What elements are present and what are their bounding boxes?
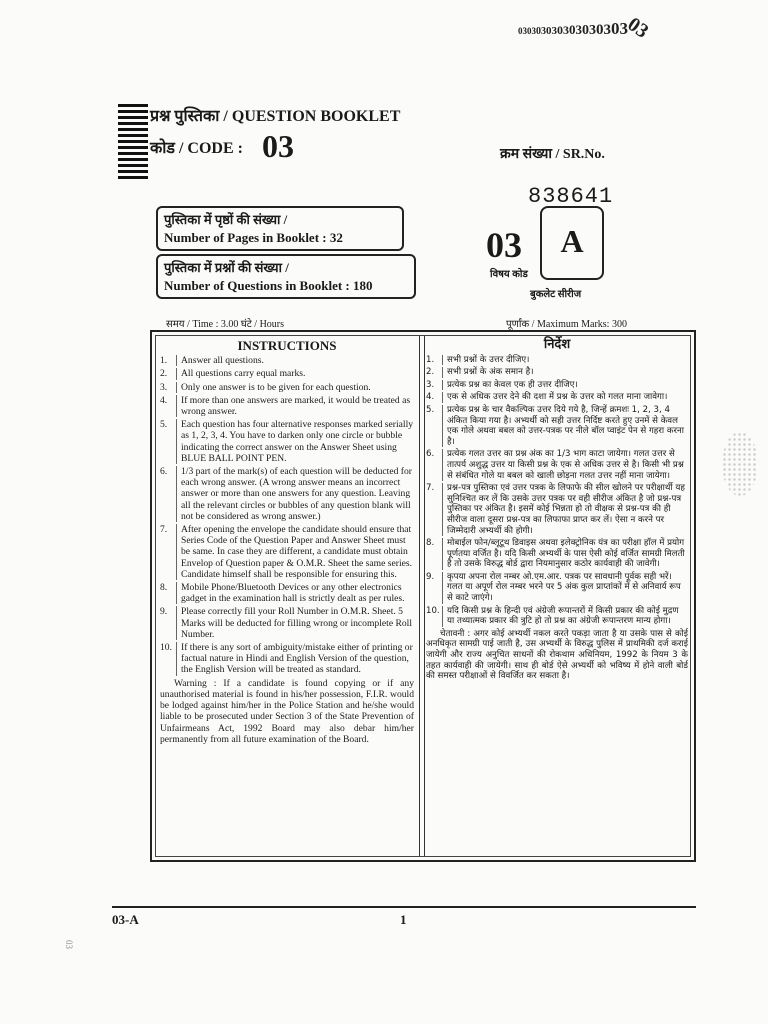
corner-code-part: 03: [623, 13, 653, 43]
corner-code-part: 03: [596, 22, 611, 38]
instruction-en-item: [160, 606, 414, 640]
item-number: 4.: [160, 394, 168, 406]
item-text: सभी प्रश्नों के अंक समान है।: [442, 367, 688, 378]
barcode-icon: [118, 104, 148, 188]
instruction-hi-item: [426, 606, 688, 627]
item-text: प्रत्येक प्रश्न का केवल एक ही उत्तर दीजिए।: [442, 380, 688, 391]
item-text: After opening the envelope the candidate should ensure that Series Code of the Question Paper and Answer Sheet must be same. In case they are different, a candidate must obtain Envelop of Question paper & O.M.R. Sheet the same series. Candidate himself shall be responsible for ensuring this.: [176, 524, 414, 580]
instruction-hi-item: [426, 483, 688, 536]
item-text: Mobile Phone/Bluetooth Devices or any other electronics gadget in the examination hall is strictly dealt as per rules.: [176, 582, 414, 604]
corner-code: [518, 13, 653, 43]
item-text: If there is any sort of ambiguity/mistake either of printing or factual nature in Hindi and English Version of the question, the English Version will be treated as standard.: [176, 642, 414, 676]
srno-value: 838641: [528, 184, 614, 209]
instructions-list-hindi: [426, 355, 688, 627]
item-number: 1.: [426, 354, 435, 365]
instruction-en-item: [160, 368, 414, 379]
instruction-hi-item: [426, 392, 688, 403]
item-text: Only one answer is to be given for each question.: [176, 382, 414, 393]
instruction-en-item: [160, 419, 414, 464]
item-number: 3.: [160, 381, 168, 393]
booklet-series-label: बुकलेट सीरीज: [530, 289, 582, 300]
instruction-hi-item: [426, 355, 688, 366]
instructions-inner-border: [155, 335, 691, 857]
side-mark: 03: [64, 940, 74, 949]
item-text: एक से अधिक उत्तर देने की दशा में प्रश्न के उत्तर को गलत माना जावेगा।: [442, 392, 688, 403]
instructions-hindi: [426, 338, 688, 682]
footer-booklet-id: 03-A: [112, 912, 139, 927]
instruction-hi-item: [426, 405, 688, 447]
item-number: 1.: [160, 355, 168, 367]
item-number: 7.: [160, 524, 168, 536]
instruction-hi-item: [426, 538, 688, 570]
item-number: 6.: [426, 449, 435, 460]
subject-code-label: विषय कोड: [490, 269, 528, 280]
corner-code-part: 03: [527, 26, 536, 36]
item-number: 5.: [426, 404, 435, 415]
column-divider: [419, 336, 425, 856]
item-text: प्रत्येक गलत उत्तर का प्रश्न अंक का 1/3 भाग काटा जायेगा। गलत उत्तर से तात्पर्य अशुद्ध उत्तर या किसी प्रश्न के एक से अधिक उत्तर से है। किसी भी प्रश्न से संबंधित गोले या बबल को खाली छोड़ना गलत उत्तर नहीं माना जायेगा।: [442, 449, 688, 481]
corner-code-part: 03: [582, 23, 596, 38]
code-value: 03: [262, 128, 294, 164]
instructions-list-english: [160, 355, 414, 675]
code-label: कोड / CODE :: [150, 140, 243, 157]
pages-count-box: [156, 206, 404, 251]
instruction-hi-item: [426, 572, 688, 604]
item-text: Each question has four alternative responses marked serially as 1, 2, 3, 4. You have to darken only one circle or bubble indicating the correct answer on the Answer Sheet using BLUE BALL POINT PEN.: [176, 419, 414, 464]
instructions-frame: [150, 330, 696, 862]
corner-code-part: 03: [518, 26, 527, 36]
corner-code-part: 03: [536, 26, 546, 37]
item-text: All questions carry equal marks.: [176, 368, 414, 379]
subject-code: 03: [486, 225, 522, 265]
instructions-title-hindi: निर्देश: [543, 337, 571, 352]
warning-english: Warning : If a candidate is found copying or if any unauthorised material is found in his/her possession, F.I.R. would be lodged against him/her in the Police Station and he/she would liable to be prosecuted under Section 3 of the State Prevention of Unfairmeans Act, 1992 Board may also debar him/her permanently from all future examination of the Board.: [160, 677, 414, 745]
booklet-title: प्रश्न पुस्तिका / QUESTION BOOKLET: [150, 108, 401, 125]
questions-count-box: [156, 254, 416, 299]
srno-label: क्रम संख्या / SR.No.: [500, 147, 605, 162]
instruction-en-item: [160, 642, 414, 676]
questions-count-english: Number of Questions in Booklet : 180: [164, 277, 373, 293]
item-text: If more than one answers are marked, it would be treated as wrong answer.: [176, 395, 414, 417]
instruction-en-item: [160, 355, 414, 366]
pages-count-hindi: पुस्तिका में पृष्ठों की संख्या /: [164, 212, 288, 227]
item-number: 4.: [426, 392, 435, 403]
instruction-en-item: [160, 466, 414, 522]
instruction-en-item: [160, 582, 414, 604]
item-number: 8.: [426, 538, 435, 549]
page-number: 1: [400, 912, 407, 927]
item-text: यदि किसी प्रश्न के हिन्दी एवं अंग्रेजी रूपान्तरों में किसी प्रकार की कोई मुद्रण या तथ्यात्मक प्रकार की त्रुटि हो तो प्रश्न का अंग्रेजी रूपान्तरण मान्य होगा।: [442, 606, 688, 627]
questions-count-hindi: पुस्तिका में प्रश्नों की संख्या /: [164, 260, 289, 275]
item-number: 5.: [160, 419, 168, 431]
item-number: 9.: [160, 606, 168, 618]
page-speckle: [722, 432, 758, 496]
warning-hindi: चेतावनी : अगर कोई अभ्यर्थी नकल करते पकड़ा जाता है या उसके पास से कोई अनधिकृत सामग्री पाई जाती है, उस अभ्यर्थी के विरुद्ध पुलिस में प्राथमिकी दर्ज कराई जायेगी और राज्य अनुचित साधनों की रोकथाम अधिनियम, 1992 के नियम 3 के तहत कार्यवाही की जायेगी। साथ ही बोर्ड ऐसे अभ्यर्थी को भविष्य में होने वाली बोर्ड की समस्त परीक्षाओं से विवर्जित कर सकता है।: [426, 628, 688, 682]
item-number: 8.: [160, 582, 168, 594]
instructions-english: [160, 338, 414, 745]
corner-code-part: 03: [611, 19, 628, 38]
item-number: 2.: [426, 367, 435, 378]
item-text: 1/3 part of the mark(s) of each question will be deducted for each wrong answer. (A wrong answer means an incorrect answer or more than one answers for any question. Leaving all the relevant circles or bubbles of any question blank will not be considered as wrong answer.): [176, 466, 414, 522]
instruction-hi-item: [426, 449, 688, 481]
item-text: प्रश्न-पत्र पुस्तिका एवं उत्तर पत्रक के लिफाफे की सील खोलने पर परीक्षार्थी यह सुनिश्चित कर लें कि उसके उत्तर पत्रक पर वही सीरीज अंकित है जो प्रश्न-पत्र पुस्तिका पर अंकित है। इसमें कोई भिन्नता हो तो वीक्षक से प्रश्न-पत्र की ही सीरीज वाला दूसरा प्रश्न-पत्र का लिफाफा प्राप्त कर लें। ऐसा न करने पर जिम्मेदारी अभ्यर्थी की होगी।: [442, 483, 688, 536]
item-number: 9.: [426, 571, 435, 582]
item-number: 3.: [426, 379, 435, 390]
instruction-hi-item: [426, 367, 688, 378]
booklet-series: A: [540, 206, 604, 280]
item-text: Answer all questions.: [176, 355, 414, 366]
item-text: प्रत्येक प्रश्न के चार वैकल्पिक उत्तर दिये गये है, जिन्हें क्रमशः 1, 2, 3, 4 अंकित किया गया है। अभ्यर्थी को सही उत्तर निर्दिष्ट करते हुए उनमें से केवल एक गोले अथवा बबल को उत्तर-पत्रक पर नीले बॉल प्वाइंट पेन से गहरा करना है।: [442, 405, 688, 447]
maximum-marks: पूर्णांक / Maximum Marks: 300: [506, 319, 627, 330]
instruction-en-item: [160, 395, 414, 417]
item-number: 7.: [426, 483, 435, 494]
instructions-title: INSTRUCTIONS: [237, 338, 337, 353]
instruction-en-item: [160, 382, 414, 393]
item-text: मोबाईल फोन/ब्लूटूथ डिवाइस अथवा इलेक्ट्रोनिक यंत्र का परीक्षा हॉल में प्रयोग पूर्णतया वर्जित है। यदि किसी अभ्यर्थी के पास ऐसी कोई वर्जित सामग्री मिलती है तो उसके विरुद्ध बोर्ड द्वारा नियमानुसार कठोर कार्यवाही की जावेगी।: [442, 538, 688, 570]
corner-code-part: 03: [569, 22, 582, 37]
item-number: 10.: [160, 642, 172, 654]
item-text: Please correctly fill your Roll Number in O.M.R. Sheet. 5 Marks will be deducted for filling wrong or incomplete Roll Number.: [176, 606, 414, 640]
corner-code-part: 03: [557, 23, 569, 37]
corner-code-part: 03: [546, 25, 557, 37]
item-text: सभी प्रश्नों के उत्तर दीजिए।: [442, 355, 688, 366]
footer-rule: [112, 906, 696, 908]
pages-count-english: Number of Pages in Booklet : 32: [164, 229, 343, 245]
item-text: कृपया अपना रोल नम्बर ओ.एम.आर. पत्रक पर सावधानी पूर्वक सही भरें। गलत या अपूर्ण रोल नम्बर भरने पर 5 अंक कुल प्राप्तांकों में से अनिवार्य रूप से काटे जाएंगे।: [442, 572, 688, 604]
item-number: 10.: [426, 605, 440, 616]
instruction-en-item: [160, 524, 414, 580]
time-allowed: समय / Time : 3.00 घंटे / Hours: [166, 319, 285, 330]
instruction-hi-item: [426, 380, 688, 391]
item-number: 2.: [160, 368, 168, 380]
item-number: 6.: [160, 466, 168, 478]
